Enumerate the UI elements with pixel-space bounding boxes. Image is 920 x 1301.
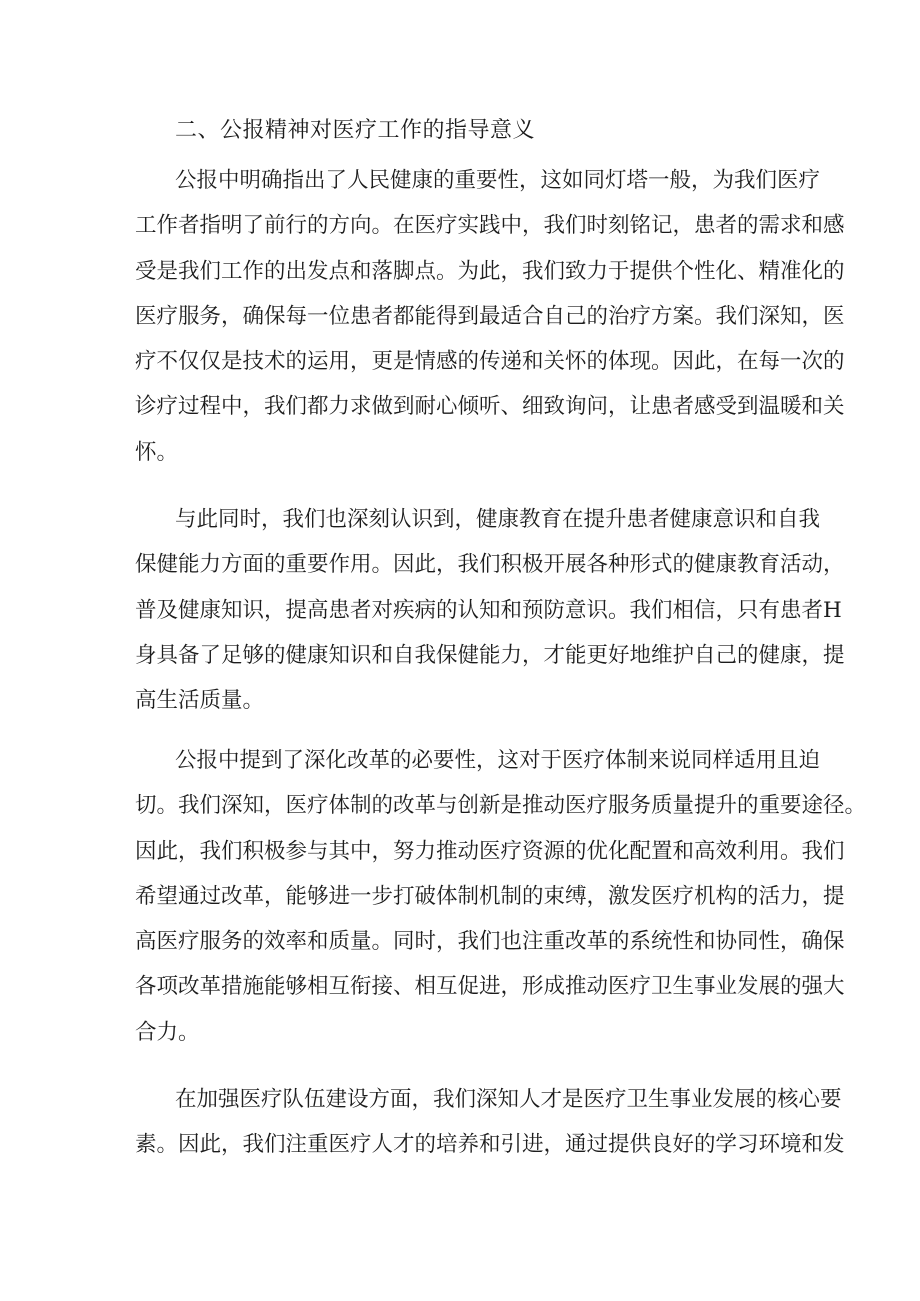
paragraph-line: 怀。 (135, 439, 179, 465)
paragraph-line: 疗不仅仅是技术的运用，更是情感的传递和关怀的体现。因此，在每一次的 (135, 349, 845, 375)
paragraph-line: 各项改革措施能够相互衔接、相互促进，形成推动医疗卫生事业发展的强大 (135, 974, 845, 1000)
paragraph-line: 合力。 (135, 1019, 200, 1045)
paragraph-line: 高生活质量。 (135, 688, 265, 714)
paragraph-2 (135, 497, 845, 723)
paragraph-line: 高医疗服务的效率和质量。同时，我们也注重改革的系统性和协同性，确保 (135, 929, 845, 955)
paragraph-3 (135, 738, 867, 1055)
paragraph-line: 诊疗过程中，我们都力求做到耐心倾听、细致询问，让患者感受到温暖和关 (135, 394, 845, 420)
paragraph-line: 公报中提到了深化改革的必要性，这对于医疗体制来说同样适用且迫 (175, 748, 821, 773)
paragraph-line: 公报中明确指出了人民健康的重要性，这如同灯塔一般，为我们医疗 (175, 168, 821, 193)
paragraph-line: 在加强医疗队伍建设方面，我们深知人才是医疗卫生事业发展的核心要 (175, 1087, 842, 1112)
paragraph-line: 工作者指明了前行的方向。在医疗实践中，我们时刻铭记，患者的需求和感 (135, 213, 845, 239)
section-heading: 二、公报精神对医疗工作的指导意义 (175, 118, 536, 143)
paragraph-line: 普及健康知识，提高患者对疾病的认知和预防意识。我们相信，只有患者H (135, 597, 842, 623)
paragraph-line: 与此同时，我们也深刻认识到，健康教育在提升患者健康意识和自我 (175, 507, 821, 532)
paragraph-line: 希望通过改革，能够进一步打破体制机制的束缚，激发医疗机构的活力，提 (135, 883, 845, 909)
paragraph-line: 保健能力方面的重要作用。因此，我们积极开展各种形式的健康教育活动， (135, 552, 845, 578)
paragraph-line: 切。我们深知，医疗体制的改革与创新是推动医疗服务质量提升的重要途径。 (135, 793, 867, 819)
paragraph-1 (135, 158, 845, 475)
paragraph-line: 因此，我们积极参与其中，努力推动医疗资源的优化配置和高效利用。我们 (135, 838, 845, 864)
paragraph-line: 素。因此，我们注重医疗人才的培养和引进，通过提供良好的学习环境和发 (135, 1132, 845, 1158)
paragraph-line: 医疗服务，确保每一位患者都能得到最适合自己的治疗方案。我们深知，医 (135, 303, 845, 329)
paragraph-4 (135, 1077, 845, 1168)
paragraph-line: 受是我们工作的出发点和落脚点。为此，我们致力于提供个性化、精准化的 (135, 258, 845, 284)
paragraph-line: 身具备了足够的健康知识和自我保健能力，才能更好地维护自己的健康，提 (135, 642, 845, 668)
